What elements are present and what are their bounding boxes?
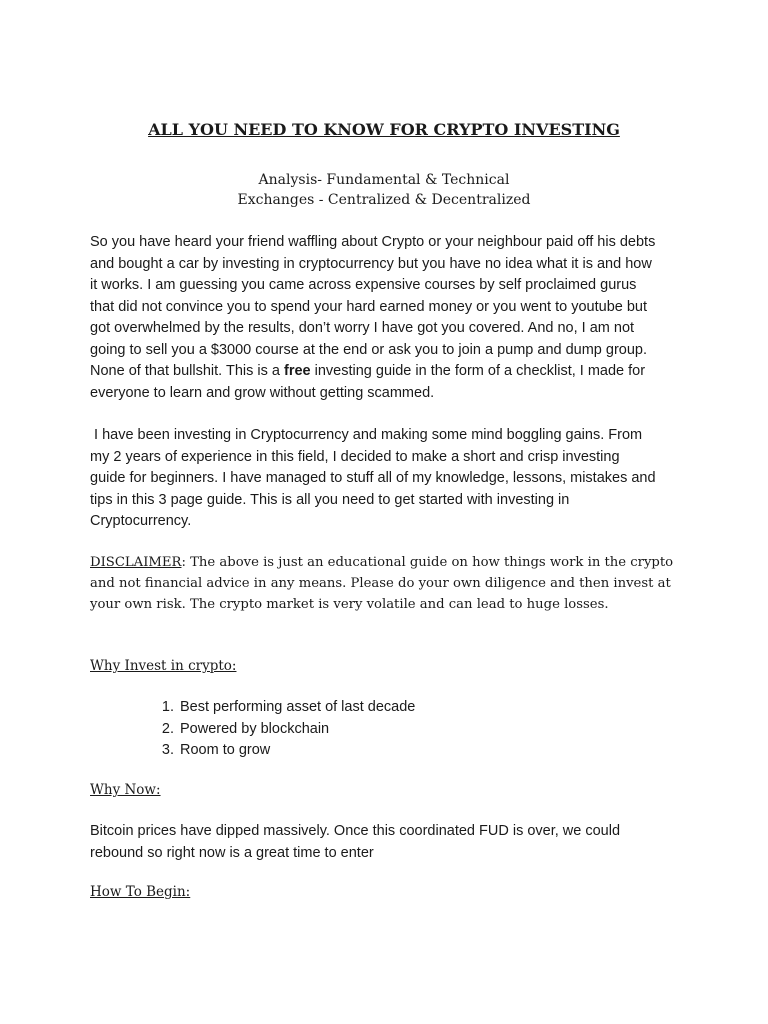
how-to-begin-heading: How To Begin: <box>90 884 191 900</box>
experience-line: tips in this 3 page guide. This is all you need to get started with investing in <box>90 491 570 508</box>
experience-line: I have been investing in Cryptocurrency and making some mind boggling gains. From <box>90 427 643 443</box>
why-now-line: rebound so right now is a great time to enter <box>90 844 374 861</box>
intro-line: and bought a car by investing in cryptocurrency but you have no idea what it is and how <box>90 255 652 272</box>
intro-line: going to sell you a $3000 course at the end or ask you to join a pump and dump group. <box>90 341 648 358</box>
intro-line: So you have heard your friend waffling about Crypto or your neighbour paid off his debts <box>90 234 656 250</box>
intro-line: that did not convince you to spend your hard earned money or you went to youtube but <box>90 298 648 315</box>
intro-text: None of that bullshit. This is a <box>90 363 284 379</box>
disclaimer-line: your own risk. The crypto market is very volatile and can lead to huge losses. <box>90 597 609 612</box>
why-now-line: Bitcoin prices have dipped massively. Once this coordinated FUD is over, we could <box>90 823 621 839</box>
intro-line: got overwhelmed by the results, don’t worry I have got you covered. And no, I am not <box>90 320 635 336</box>
list-item <box>150 719 415 741</box>
intro-line: everyone to learn and grow without getting scammed. <box>90 384 435 401</box>
why-invest-heading: Why Invest in crypto: <box>90 658 237 674</box>
experience-line: guide for beginners. I have managed to stuff all of my knowledge, lessons, mistakes and <box>90 470 656 486</box>
free-emphasis: free <box>283 363 311 379</box>
disclaimer-line <box>90 552 685 573</box>
list-item <box>150 697 415 719</box>
intro-line: it works. I am guessing you came across expensive courses by self proclaimed gurus <box>90 277 637 293</box>
list-number: 2. <box>161 720 174 737</box>
intro-line-free <box>90 361 680 383</box>
experience-line: my 2 years of experience in this field, I decided to make a short and crisp investing <box>90 448 620 465</box>
list-item-text: Room to grow <box>180 742 271 759</box>
list-item <box>150 740 415 762</box>
list-item-text: Powered by blockchain <box>180 720 330 737</box>
disclaimer-label: DISCLAIMER <box>90 555 182 570</box>
list-number: 3. <box>161 742 174 759</box>
reasons-list <box>150 697 415 762</box>
intro-paragraph <box>90 232 680 404</box>
disclaimer-line: and not financial advice in any means. Please do your own diligence and then invest at <box>90 576 671 591</box>
disclaimer-text: : The above is just an educational guide on how things work in the crypto <box>181 555 674 570</box>
subtitle-analysis: Analysis- Fundamental & Technical <box>258 172 510 188</box>
document-title: ALL YOU NEED TO KNOW FOR CRYPTO INVESTING <box>148 120 620 139</box>
experience-paragraph <box>90 425 680 533</box>
subtitle-exchanges: Exchanges - Centralized & Decentralized <box>237 192 531 208</box>
disclaimer-paragraph <box>90 552 685 615</box>
why-now-paragraph <box>90 821 680 864</box>
list-item-text: Best performing asset of last decade <box>180 699 416 715</box>
list-number: 1. <box>161 699 174 715</box>
why-now-heading: Why Now: <box>90 782 161 798</box>
intro-text: investing guide in the form of a checklist, I made for <box>310 363 646 379</box>
experience-line: Cryptocurrency. <box>90 513 192 529</box>
